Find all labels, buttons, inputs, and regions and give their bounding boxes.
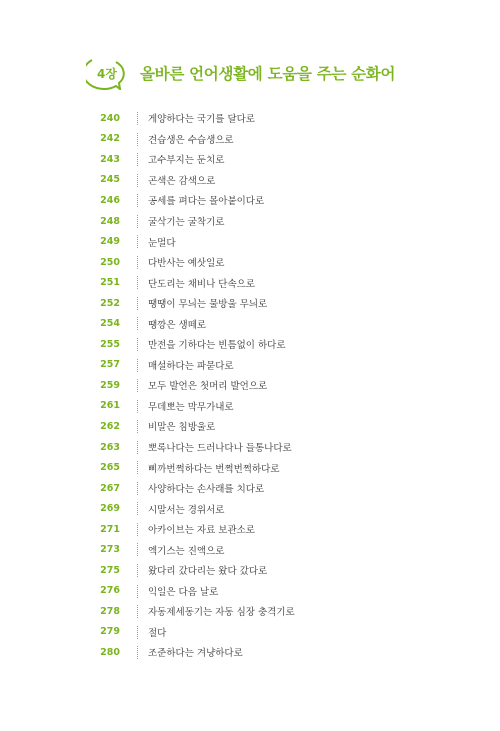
entry-title: 사양하다는 손사래를 치다로	[148, 484, 265, 496]
dotted-separator	[137, 174, 138, 187]
page-number: 275	[100, 564, 120, 576]
table-of-contents	[96, 108, 416, 663]
page-number: 240	[100, 112, 120, 124]
page-number: 246	[100, 194, 120, 206]
dotted-separator	[137, 194, 138, 207]
entry-title: 눈멀다	[148, 237, 176, 249]
toc-row	[96, 622, 416, 643]
toc-row	[96, 334, 416, 355]
page-number: 265	[100, 462, 120, 474]
dotted-separator	[137, 420, 138, 433]
page-number: 254	[100, 318, 120, 330]
page-number: 261	[100, 400, 120, 412]
dotted-separator	[137, 359, 138, 372]
chapter-badge	[86, 56, 128, 90]
entry-title: 게양하다는 국기를 달다로	[148, 114, 255, 126]
dotted-separator	[137, 441, 138, 454]
toc-row	[96, 108, 416, 129]
toc-row	[96, 313, 416, 334]
dotted-separator	[137, 564, 138, 577]
page-number: 269	[100, 503, 120, 515]
chapter-title: 올바른 언어생활에 도움을 주는 순화어	[140, 65, 396, 83]
toc-row	[96, 129, 416, 150]
entry-title: 조준하다는 겨냥하다로	[148, 648, 243, 660]
dotted-separator	[137, 400, 138, 413]
dotted-separator	[137, 482, 138, 495]
page-number: 252	[100, 297, 120, 309]
page-number: 245	[100, 174, 120, 186]
toc-row	[96, 560, 416, 581]
entry-title: 매설하다는 파묻다로	[148, 360, 234, 372]
toc-row	[96, 170, 416, 191]
dotted-separator	[137, 133, 138, 146]
dotted-separator	[137, 543, 138, 556]
entry-title: 절다	[148, 627, 167, 639]
toc-row	[96, 211, 416, 232]
toc-row	[96, 252, 416, 273]
page-number: 262	[100, 420, 120, 432]
toc-row	[96, 190, 416, 211]
page-number: 251	[100, 277, 120, 289]
entry-title: 익일은 다음 날로	[148, 586, 219, 598]
page-number: 250	[100, 256, 120, 268]
toc-row	[96, 581, 416, 602]
toc-row	[96, 642, 416, 663]
page-number: 276	[100, 585, 120, 597]
entry-title: 엑기스는 진액으로	[148, 545, 225, 557]
chapter-number: 4장	[97, 66, 117, 81]
dotted-separator	[137, 112, 138, 125]
toc-row	[96, 272, 416, 293]
entry-title: 공세를 펴다는 몰아붙이다로	[148, 196, 265, 208]
dotted-separator	[137, 605, 138, 618]
dotted-separator	[137, 502, 138, 515]
toc-row	[96, 539, 416, 560]
dotted-separator	[137, 235, 138, 248]
page-number: 267	[100, 482, 120, 494]
toc-row	[96, 149, 416, 170]
page-number: 271	[100, 523, 120, 535]
dotted-separator	[137, 153, 138, 166]
page-number: 257	[100, 359, 120, 371]
toc-row	[96, 375, 416, 396]
entry-title: 굴삭기는 굴착기로	[148, 217, 225, 228]
entry-title: 무데뽀는 막무가내로	[148, 401, 234, 413]
dotted-separator	[137, 626, 138, 639]
dotted-separator	[137, 317, 138, 330]
entry-title: 땡깡은 생떼로	[148, 319, 207, 331]
toc-row	[96, 519, 416, 540]
toc-row	[96, 231, 416, 252]
page-number: 242	[100, 133, 120, 145]
entry-title: 아카이브는 자료 보관소로	[148, 525, 255, 537]
page-number: 280	[100, 646, 120, 658]
entry-title: 비말은 침방울로	[148, 422, 216, 434]
toc-row	[96, 293, 416, 314]
chapter-header	[86, 56, 395, 90]
dotted-separator	[137, 523, 138, 536]
dotted-separator	[137, 646, 138, 659]
dotted-separator	[137, 338, 138, 351]
page-number: 259	[100, 379, 120, 391]
entry-title: 자동제세동기는 자동 심장 충격기로	[148, 607, 295, 619]
dotted-separator	[137, 215, 138, 228]
page-number: 243	[100, 153, 120, 165]
toc-row	[96, 457, 416, 478]
entry-title: 다반사는 예삿일로	[148, 258, 225, 270]
page-number: 263	[100, 441, 120, 453]
toc-row	[96, 416, 416, 437]
page-number: 279	[100, 626, 120, 638]
toc-row	[96, 396, 416, 417]
entry-title: 땡땡이 무늬는 물방울 무늬로	[148, 299, 268, 311]
dotted-separator	[137, 461, 138, 474]
page-number: 248	[100, 215, 120, 227]
dotted-separator	[137, 297, 138, 310]
dotted-separator	[137, 379, 138, 392]
entry-title: 만전을 기하다는 빈틈없이 하다로	[148, 340, 286, 352]
toc-row	[96, 437, 416, 458]
entry-title: 시말서는 경위서로	[148, 504, 225, 516]
entry-title: 뽀록나다는 드러나다나 들통나다로	[148, 443, 292, 455]
entry-title: 왔다리 갔다리는 왔다 갔다로	[148, 566, 268, 578]
page-number: 255	[100, 338, 120, 350]
entry-title: 모두 발언은 첫머리 발언으로	[148, 381, 268, 393]
toc-row	[96, 355, 416, 376]
page-number: 278	[100, 605, 120, 617]
dotted-separator	[137, 276, 138, 289]
dotted-separator	[137, 256, 138, 269]
entry-title: 견습생은 수습생으로	[148, 134, 234, 146]
entry-title: 고수부지는 둔치로	[148, 155, 225, 167]
entry-title: 삐까번쩍하다는 번쩍번쩍하다로	[148, 463, 280, 475]
toc-row	[96, 478, 416, 499]
toc-row	[96, 601, 416, 622]
entry-title: 곤색은 감색으로	[148, 175, 216, 187]
entry-title: 단도리는 채비나 단속으로	[148, 278, 255, 290]
dotted-separator	[137, 585, 138, 598]
toc-row	[96, 498, 416, 519]
page-number: 273	[100, 544, 120, 556]
page-number: 249	[100, 236, 120, 248]
